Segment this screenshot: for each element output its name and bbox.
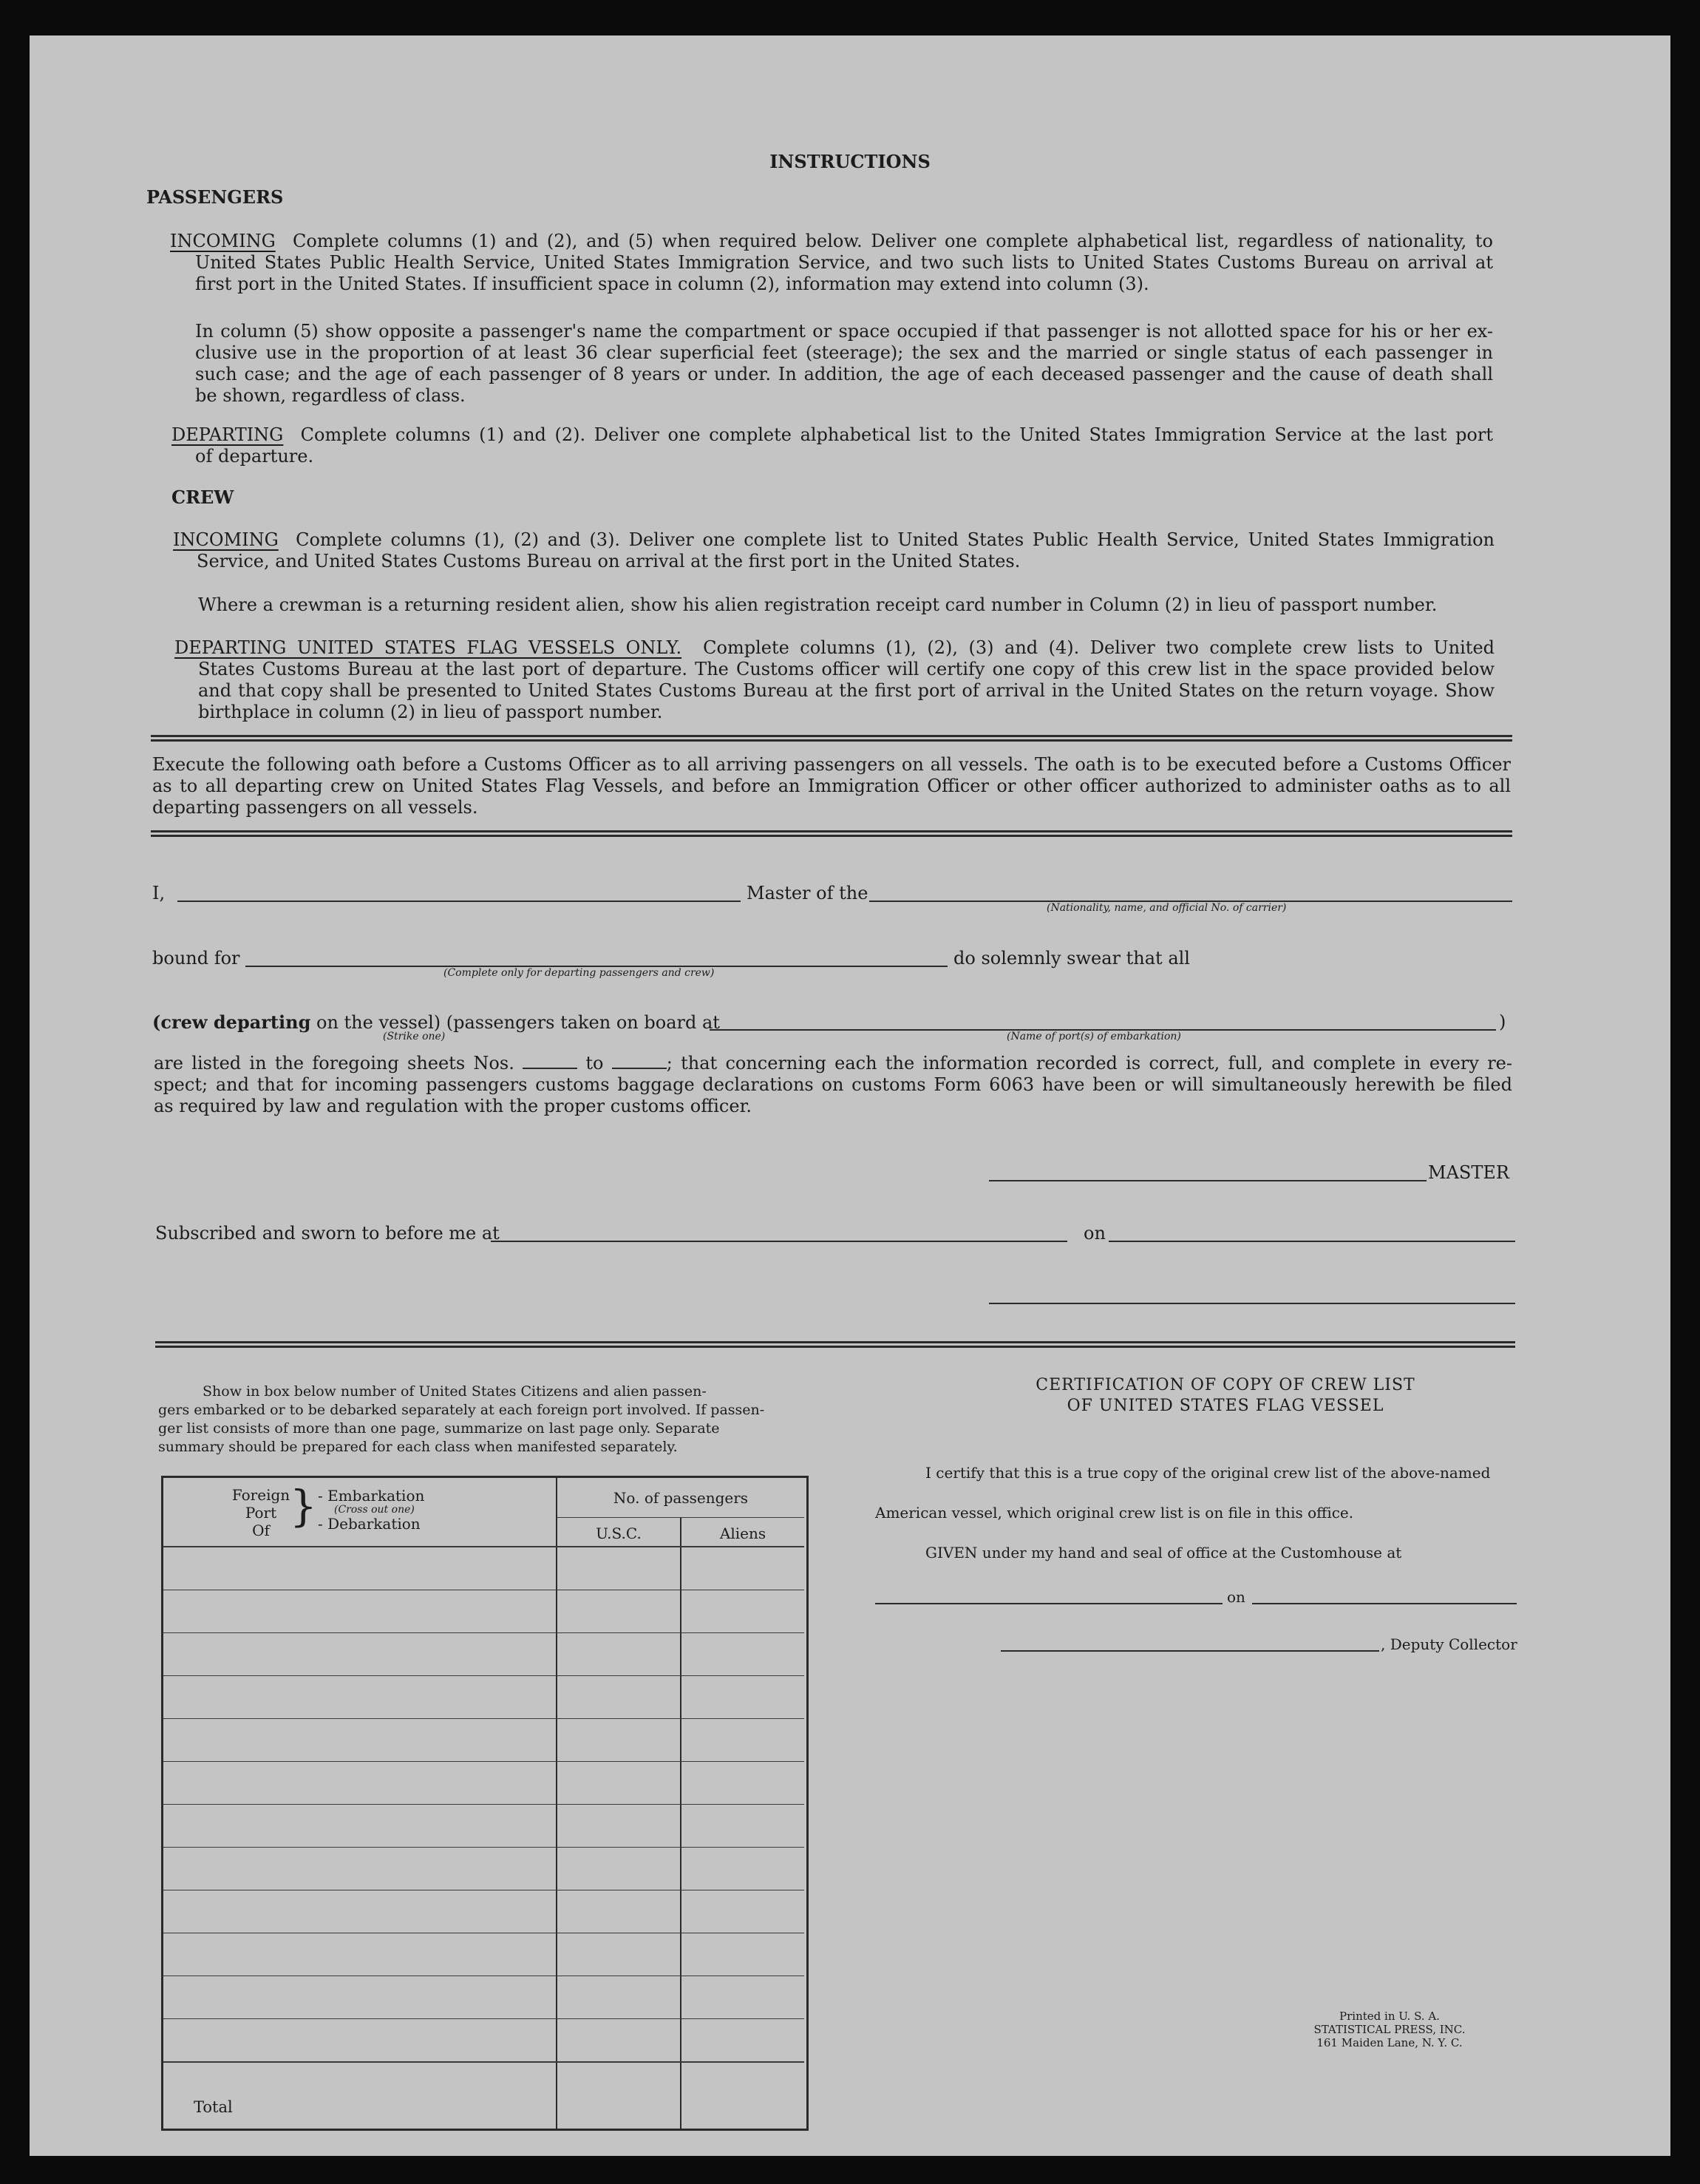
oath-intro-line2: as to all departing crew on United States Flag Vessels, and before an Immigration Officer or other officer authorized to administer oaths as to all [152, 776, 1511, 796]
crew-incoming-line1: INCOMING Complete columns (1), (2) and (3). Deliver one complete list to United States Public Health Service, United States Immigration [173, 529, 1495, 550]
crew-departing-line3: and that copy shall be presented to United States Customs Bureau at the first port of arrival in the United States on the return voyage. Show [198, 680, 1495, 701]
summary-instr-line3: ger list consists of more than one page, summarize on last page only. Separate [158, 1420, 720, 1437]
master-label: MASTER [1428, 1162, 1509, 1183]
certification-date-field[interactable] [1252, 1603, 1517, 1604]
crew-departing-label: DEPARTING UNITED STATES FLAG VESSELS ONLY. [174, 637, 682, 658]
close-paren: ) [1499, 1011, 1506, 1032]
header-subdivider [557, 1517, 804, 1518]
form-sheet [30, 35, 1670, 2156]
deputy-collector-signature-field[interactable] [1001, 1650, 1379, 1652]
embarkation-option[interactable]: - Embarkation [318, 1487, 425, 1505]
sheet-from-field[interactable] [523, 1053, 577, 1069]
table-row[interactable] [163, 1718, 804, 1719]
crew-departing-line2: States Customs Bureau at the last port of departure. The Customs officer will certify one copy of this crew list in the space provided below [198, 659, 1495, 679]
column5-note [195, 321, 1493, 407]
sheets-line3: as required by law and regulation with the proper customs officer. [154, 1096, 752, 1116]
crew-heading: CREW [171, 486, 234, 508]
crew-incoming-label: INCOMING [173, 529, 279, 550]
crew-departing-line4: birthplace in column (2) in lieu of passport number. [198, 702, 663, 722]
sheets-line1: are listed in the foregoing sheets Nos. to ; that concerning each the information recorded is correct, full, and complete in every re- [154, 1053, 1512, 1074]
ports-caption: (Name of port(s) of embarkation) [1007, 1031, 1181, 1042]
column5-line1: In column (5) show opposite a passenger's name the compartment or space occupied if that passenger is not allotted space for his or her ex- [195, 321, 1493, 342]
table-row[interactable] [163, 2018, 804, 2019]
divider-top [151, 735, 1512, 742]
deputy-collector-label: , Deputy Collector [1381, 1635, 1517, 1653]
master-of-the-label: Master of the [747, 883, 868, 903]
subscribed-label: Subscribed and sworn to before me at [155, 1223, 500, 1244]
printer-line3: 161 Maiden Lane, N. Y. C. [1316, 2036, 1463, 2049]
carrier-caption: (Nationality, name, and official No. of carrier) [1047, 902, 1287, 914]
table-row[interactable] [163, 1847, 804, 1848]
table-row[interactable] [163, 1804, 804, 1805]
passengers-departing-label: DEPARTING [171, 424, 284, 445]
oath-intro [152, 754, 1511, 818]
printer-line2: STATISTICAL PRESS, INC. [1313, 2023, 1466, 2036]
crew-departing-block [174, 637, 1495, 723]
printer-imprint [1257, 2010, 1523, 2049]
master-name-field[interactable] [177, 901, 741, 902]
table-row[interactable] [163, 1632, 804, 1633]
cross-out-note: (Cross out one) [334, 1504, 415, 1516]
passengers-departing-line1: DEPARTING Complete columns (1) and (2). Deliver one complete alphabetical list to the United States Immigration Service at the last port [171, 424, 1493, 445]
divider-oath [151, 830, 1512, 837]
aliens-header: Aliens [719, 1525, 766, 1542]
no-of-passengers-header: No. of passengers [613, 1489, 749, 1507]
oath-i-label: I, [152, 883, 166, 903]
crew-incoming-line2: Service, and United States Customs Bureau on arrival at the first port in the United States. [197, 551, 1021, 572]
passengers-heading: PASSENGERS [146, 186, 284, 208]
customhouse-field[interactable] [875, 1603, 1223, 1604]
certification-title-line2: OF UNITED STATES FLAG VESSEL [1067, 1397, 1384, 1415]
passengers-taken-option[interactable]: (passengers taken on board at [446, 1012, 720, 1033]
crew-incoming-block [173, 529, 1495, 572]
crewman-note: Where a crewman is a returning resident alien, show his alien registration receipt card number in Column (2) in lieu of passport number. [198, 594, 1438, 615]
strike-one-caption: (Strike one) [383, 1031, 446, 1042]
subscribed-date-field[interactable] [1109, 1241, 1515, 1242]
swear-text: do solemnly swear that all [953, 948, 1190, 969]
sheets-line2: spect; and that for incoming passengers customs baggage declarations on customs Form 6063 have been or will simultaneously herewith be filed [154, 1074, 1512, 1095]
sheets-paragraph [154, 1053, 1512, 1117]
usc-header: U.S.C. [596, 1525, 642, 1542]
table-col-divider-1 [556, 1478, 557, 2129]
passengers-departing-line2: of departure. [195, 446, 314, 467]
passengers-incoming-label: INCOMING [170, 231, 276, 251]
subscribed-on-label: on [1084, 1223, 1106, 1244]
subscribed-place-field[interactable] [491, 1241, 1067, 1242]
passengers-incoming-line1: INCOMING Complete columns (1) and (2), and (5) when required below. Deliver one complete alphabetical list, regardless of nationality, to [170, 231, 1493, 251]
table-row[interactable] [163, 1761, 804, 1762]
bound-for-label: bound for [152, 948, 240, 969]
passengers-incoming-line2: United States Public Health Service, United States Immigration Service, and two such lists to United States Customs Bureau on arrival at [195, 252, 1493, 273]
instructions-title: INSTRUCTIONS [769, 151, 931, 172]
passengers-departing-block [171, 424, 1493, 467]
certification-on-label: on [1227, 1588, 1245, 1606]
certify-line1: I certify that this is a true copy of the original crew list of the above-named [925, 1464, 1491, 1482]
printer-line1: Printed in U. S. A. [1339, 2010, 1440, 2023]
certification-title-line1: CERTIFICATION OF COPY OF CREW LIST [1036, 1376, 1415, 1394]
bound-for-caption: (Complete only for departing passengers and crew) [443, 967, 715, 979]
header-brace: } [290, 1481, 317, 1531]
passengers-incoming-block [170, 231, 1493, 295]
table-col-divider-2 [680, 1517, 681, 2129]
crew-departing-line1: DEPARTING UNITED STATES FLAG VESSELS ONLY. Complete columns (1), (2), (3) and (4). Deliver two complete crew lists to United [174, 637, 1495, 658]
summary-instr-line4: summary should be prepared for each class when manifested separately. [158, 1439, 678, 1455]
divider-bottom [155, 1341, 1515, 1348]
total-row-top [163, 2061, 804, 2063]
crew-departing-option[interactable]: (crew departing [152, 1011, 311, 1033]
passengers-incoming-line3: first port in the United States. If insufficient space in column (2), information may extend into column (3). [195, 274, 1149, 294]
sheet-to-field[interactable] [612, 1053, 667, 1069]
foreign-port-header: Foreign Port Of [231, 1486, 290, 1539]
oath-intro-line1: Execute the following oath before a Customs Officer as to all arriving passengers on all vessels. The oath is to be executed before a Customs Officer [152, 754, 1511, 775]
master-signature-field[interactable] [989, 1180, 1427, 1181]
column5-line3: such case; and the age of each passenger of 8 years or under. In addition, the age of each deceased passenger and the cause of death shall [195, 364, 1493, 384]
debarkation-option[interactable]: - Debarkation [318, 1515, 421, 1533]
summary-instr-line2: gers embarked or to be debarked separately at each foreign port involved. If passen- [158, 1402, 765, 1418]
column5-line2: clusive use in the proportion of at least 36 clear superficial feet (steerage); the sex and the married or single status of each passenger in [195, 342, 1493, 363]
certification-title [945, 1375, 1506, 1417]
summary-instructions [158, 1383, 809, 1456]
on-the-vessel: on the vessel) [316, 1012, 441, 1033]
table-row[interactable] [163, 1675, 804, 1676]
certify-line2: American vessel, which original crew list is on file in this office. [875, 1504, 1354, 1522]
passenger-summary-table [161, 1476, 809, 2131]
officer-signature-field[interactable] [989, 1303, 1515, 1304]
given-line: GIVEN under my hand and seal of office at the Customhouse at [925, 1544, 1402, 1561]
total-label: Total [194, 2098, 233, 2116]
embark-debark-header [318, 1488, 424, 1532]
column5-line4: be shown, regardless of class. [195, 385, 466, 406]
header-bottom [163, 1546, 804, 1547]
oath-intro-line3: departing passengers on all vessels. [152, 797, 478, 818]
summary-instr-line1: Show in box below number of United States Citizens and alien passen- [203, 1383, 707, 1400]
